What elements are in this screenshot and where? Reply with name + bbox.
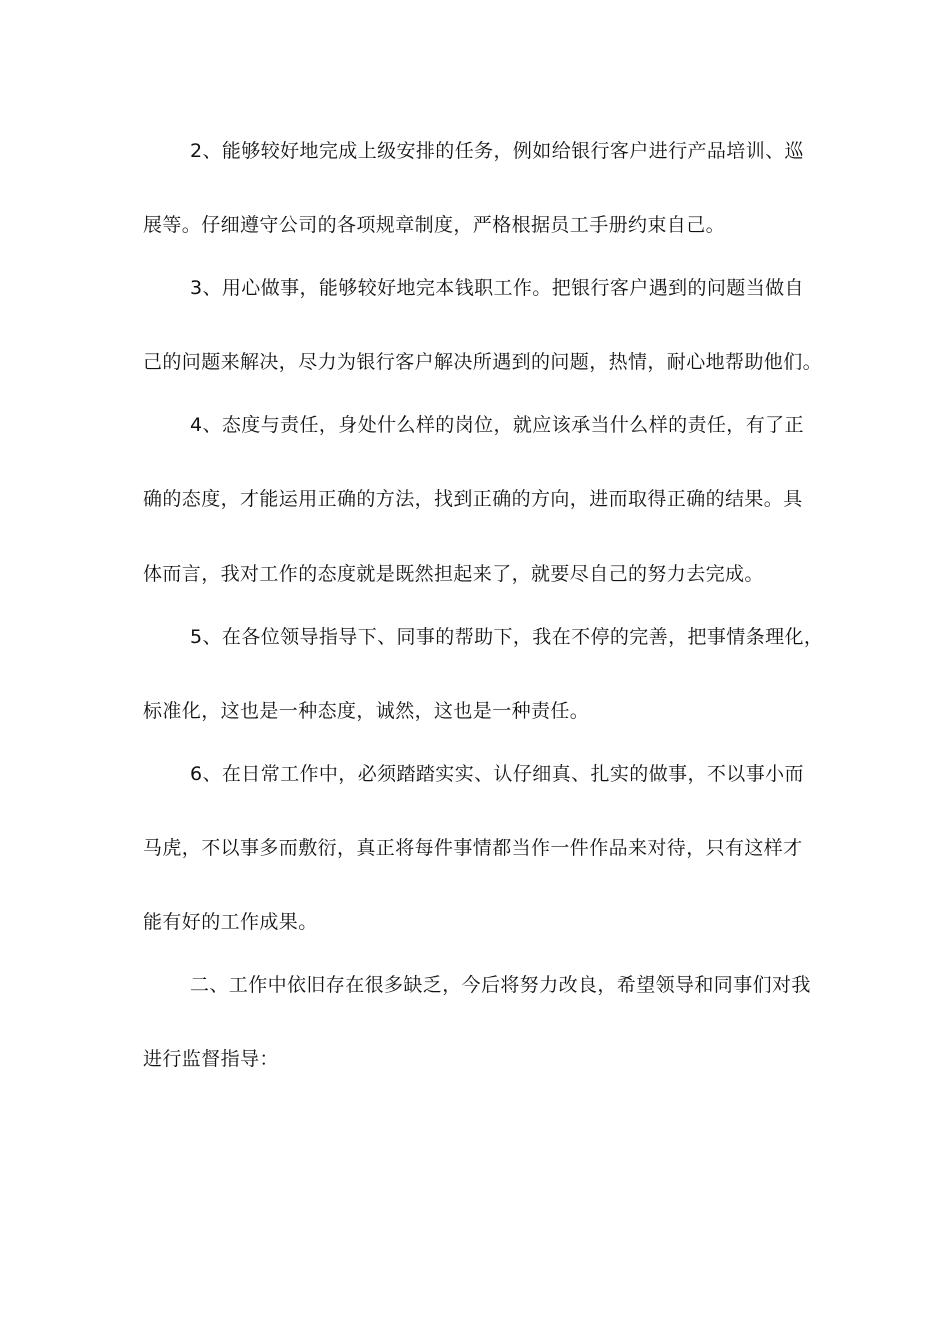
paragraph-4-line-2: 确的态度，才能运用正确的方法，找到正确的方向，进而取得正确的结果。具	[143, 488, 803, 510]
paragraph-2-line-1: 2、能够较好地完成上级安排的任务，例如给银行客户进行产品培训、巡	[190, 140, 804, 162]
paragraph-6-line-2: 马虎，不以事多而敷衍，真正将每件事情都当作一件作品来对待，只有这样才	[143, 837, 803, 859]
paragraph-6-line-3: 能有好的工作成果。	[143, 911, 318, 933]
paragraph-4-line-3: 体而言，我对工作的态度就是既然担起来了，就要尽自己的努力去完成。	[143, 563, 764, 585]
section-2-line-2: 进行监督指导：	[143, 1048, 279, 1070]
paragraph-4-line-1: 4、态度与责任，身处什么样的岗位，就应该承当什么样的责任，有了正	[190, 414, 804, 436]
paragraph-3-line-1: 3、用心做事，能够较好地完本钱职工作。把银行客户遇到的问题当做自	[190, 277, 804, 299]
paragraph-5-line-1: 5、在各位领导指导下、同事的帮助下，我在不停的完善，把事情条理化，	[190, 626, 824, 648]
paragraph-2-line-2: 展等。仔细遵守公司的各项规章制度，严格根据员工手册约束自己。	[143, 214, 726, 236]
paragraph-6-line-1: 6、在日常工作中，必须踏踏实实、认仔细真、扎实的做事，不以事小而	[190, 763, 804, 785]
section-2-line-1: 二、工作中依旧存在很多缺乏，今后将努力改良，希望领导和同事们对我	[190, 974, 811, 996]
paragraph-5-line-2: 标准化，这也是一种态度，诚然，这也是一种责任。	[143, 700, 590, 722]
paragraph-3-line-2: 己的问题来解决，尽力为银行客户解决所遇到的问题，热情，耐心地帮助他们。	[143, 351, 823, 373]
